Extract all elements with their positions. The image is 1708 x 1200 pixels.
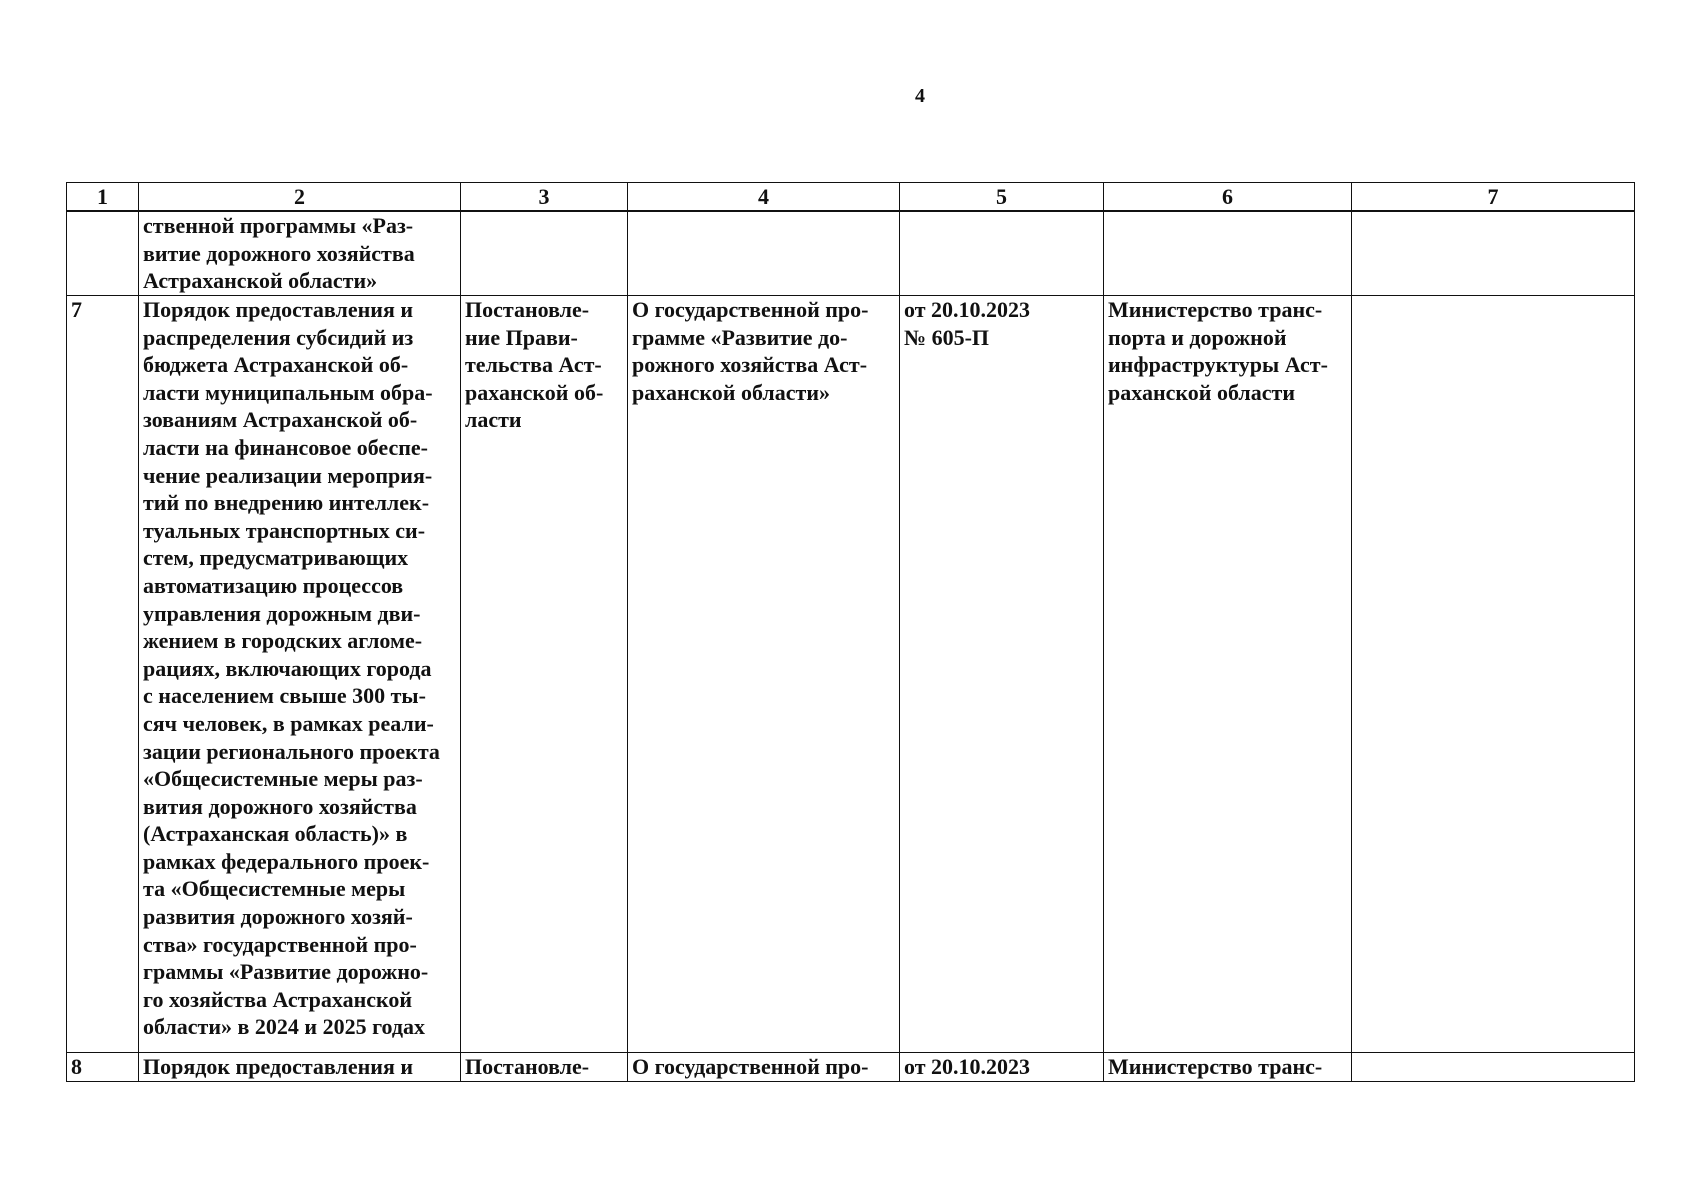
- row-number-cell: [67, 1053, 139, 1082]
- cell-text-line: Постановле-: [465, 297, 590, 322]
- cell-text-line: го хозяйства Астраханской: [143, 986, 413, 1012]
- cell-text-line: ние Прави-: [465, 324, 578, 350]
- cell-text-line: тий по внедрению интеллек-: [143, 490, 430, 516]
- cell-text-line: Порядок предоставления и: [143, 297, 414, 322]
- cell-text-line: бюджета Астраханской об-: [143, 352, 409, 378]
- cell-text-line: тельства Аст-: [465, 352, 602, 378]
- cell-text-line: развития дорожного хозяй-: [143, 904, 413, 930]
- table-cell: [139, 296, 461, 1053]
- cell-text-line: раханской области»: [632, 379, 830, 405]
- column-header: 1: [67, 183, 139, 212]
- cell-text-line: № 605-П: [904, 324, 990, 350]
- table-row: [67, 1053, 1635, 1082]
- cell-text-line: 8: [71, 1054, 82, 1079]
- cell-text-line: распределения субсидий из: [143, 324, 414, 350]
- cell-text-line: раханской об-: [465, 379, 604, 405]
- column-header-row: [67, 183, 1635, 212]
- table-row: [67, 296, 1635, 1053]
- column-header: 7: [1352, 183, 1635, 212]
- table-cell: [1352, 1053, 1635, 1082]
- table-cell: [139, 1053, 461, 1082]
- cell-text-line: рациях, включающих города: [143, 655, 432, 681]
- cell-text-line: зованиям Астраханской об-: [143, 407, 418, 433]
- column-header: 4: [628, 183, 900, 212]
- table-cell: [628, 1053, 900, 1082]
- cell-text-line: инфраструктуры Аст-: [1108, 352, 1328, 378]
- cell-text-line: порта и дорожной: [1108, 324, 1287, 350]
- table-cell: [1104, 296, 1352, 1053]
- cell-text-line: чение реализации мероприя-: [143, 462, 433, 488]
- table-cell: [461, 1053, 628, 1082]
- table-cell: [461, 296, 628, 1053]
- cell-text-line: граммы «Развитие дорожно-: [143, 959, 429, 985]
- page-number: 4: [915, 85, 925, 107]
- table-cell: [67, 211, 139, 296]
- cell-text-line: туальных транспортных си-: [143, 517, 426, 543]
- cell-text-line: ласти на финансовое обеспе-: [143, 434, 429, 460]
- cell-text-line: автоматизацию процессов: [143, 572, 404, 598]
- cell-text-line: Министерство транс-: [1108, 1054, 1323, 1079]
- table-row: [67, 211, 1635, 296]
- table-cell: [1352, 296, 1635, 1053]
- cell-text-line: 7: [71, 297, 82, 322]
- cell-text-line: вития дорожного хозяйства: [143, 793, 417, 819]
- cell-text-line: с населением свыше 300 ты-: [143, 683, 426, 709]
- table-cell: [628, 296, 900, 1053]
- column-header: 2: [139, 183, 461, 212]
- cell-text-line: от 20.10.2023: [904, 1054, 1031, 1079]
- table-cell: [1104, 1053, 1352, 1082]
- cell-text-line: стем, предусматривающих: [143, 545, 409, 571]
- table-cell: [900, 296, 1104, 1053]
- table-cell: [900, 211, 1104, 296]
- cell-text-line: сяч человек, в рамках реали-: [143, 710, 434, 736]
- cell-text-line: ласти муниципальным обра-: [143, 379, 433, 405]
- cell-text-line: рамках федерального проек-: [143, 848, 430, 874]
- cell-text-line: та «Общесистемные меры: [143, 876, 406, 902]
- table-cell: [628, 211, 900, 296]
- cell-text-line: рожного хозяйства Аст-: [632, 352, 868, 378]
- cell-text-line: витие дорожного хозяйства: [143, 240, 415, 266]
- table-cell: [461, 211, 628, 296]
- cell-text-line: О государственной про-: [632, 297, 869, 322]
- table-cell: [1352, 211, 1635, 296]
- cell-text-line: грамме «Развитие до-: [632, 324, 848, 350]
- cell-text-line: Постановле-: [465, 1054, 590, 1079]
- table-cell: [900, 1053, 1104, 1082]
- cell-text-line: ства» государственной про-: [143, 931, 417, 957]
- cell-text-line: зации регионального проекта: [143, 738, 440, 764]
- cell-text-line: ственной программы «Раз-: [143, 213, 414, 238]
- column-header: 3: [461, 183, 628, 212]
- column-header: 6: [1104, 183, 1352, 212]
- cell-text-line: управления дорожным дви-: [143, 600, 421, 626]
- cell-text-line: О государственной про-: [632, 1054, 869, 1079]
- row-number-cell: [67, 296, 139, 1053]
- table-cell: [1104, 211, 1352, 296]
- cell-text-line: жением в городских агломе-: [143, 628, 423, 654]
- cell-text-line: Министерство транс-: [1108, 297, 1323, 322]
- cell-text-line: от 20.10.2023: [904, 297, 1031, 322]
- document-table: [66, 182, 1635, 1082]
- cell-text-line: Астраханской области»: [143, 268, 378, 294]
- cell-text-line: раханской области: [1108, 379, 1295, 405]
- table-cell: [139, 211, 461, 296]
- cell-text-line: ласти: [465, 407, 522, 433]
- cell-text-line: Порядок предоставления и: [143, 1054, 414, 1079]
- column-header: 5: [900, 183, 1104, 212]
- cell-text-line: (Астраханская область)» в: [143, 821, 408, 847]
- cell-text-line: области» в 2024 и 2025 годах: [143, 1014, 426, 1040]
- cell-text-line: «Общесистемные меры раз-: [143, 766, 423, 792]
